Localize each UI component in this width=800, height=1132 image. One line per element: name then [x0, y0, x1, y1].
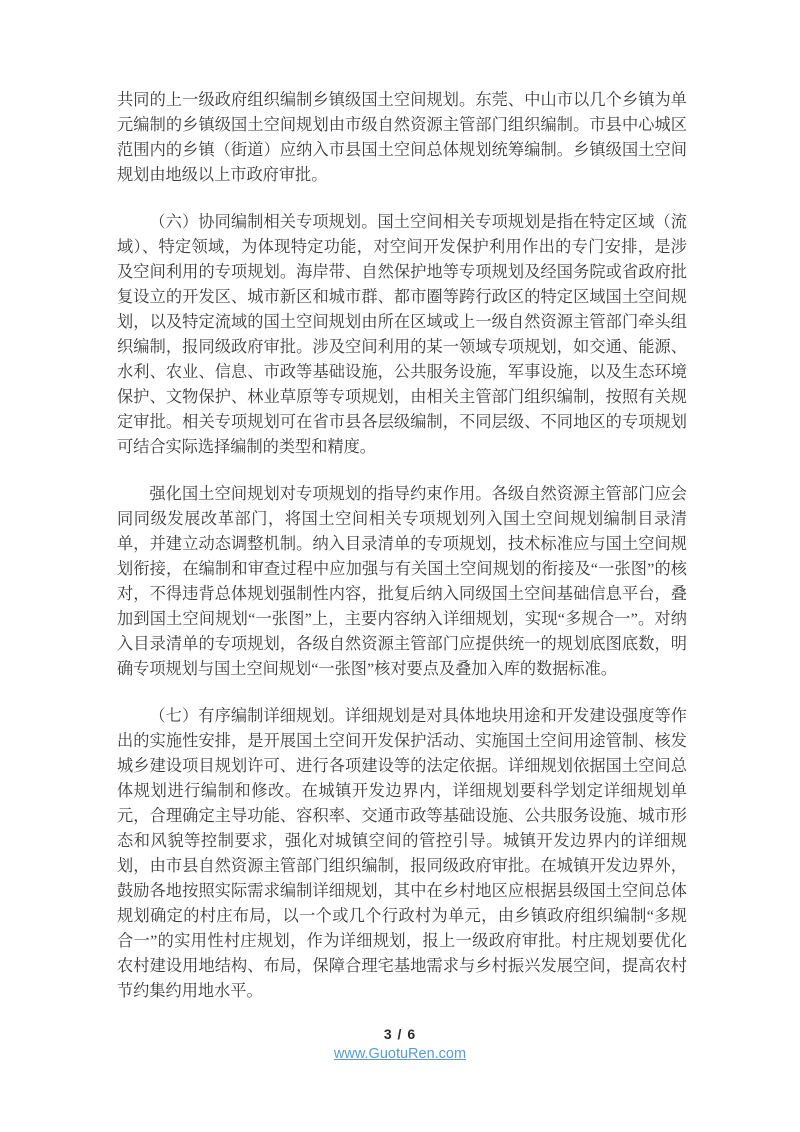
website-link[interactable]: www.GuotuRen.com — [333, 1046, 467, 1062]
page-footer — [0, 1026, 800, 1063]
page-number: 3 / 6 — [383, 1026, 417, 1042]
body-paragraph-section-7: （七）有序编制详细规划。详细规划是对具体地块用途和开发建设强度等作出的实施性安排，是开展国土空间开发保护活动、实施国土空间用途管制、核发城乡建设项目规划许可、进行各项建设等的法定依据。详细规划依据国土空间总体规划进行编制和修改。在城镇开发边界内，详细规划要科学划定详细规划单元，合理确定主导功能、容积率、交通市政等基础设施、公共服务设施、城市形态和风貌等控制要求，强化对城镇空间的管控引导。城镇开发边界内的详细规划，由市县自然资源主管部门组织编制，报同级政府审批。在城镇开发边界外，鼓励各地按照实际需求编制详细规划，其中在乡村地区应根据县级国土空间总体规划确定的村庄布局，以一个或几个行政村为单元，由乡镇政府组织编制“多规合一”的实用性村庄规划，作为详细规划，报上一级政府审批。村庄规划要优化农村建设用地结构、布局，保障合理宅基地需求与乡村振兴发展空间，提高农村节约集约用地水平。 — [117, 707, 687, 1000]
body-paragraph-continuation: 共同的上一级政府组织编制乡镇级国土空间规划。东莞、中山市以几个乡镇为单元编制的乡镇级国土空间规划由市级自然资源主管部门组织编制。市县中心城区范围内的乡镇（街道）应纳入市县国土空间总体规划统筹编制。乡镇级国土空间规划由地级以上市政府审批。 — [117, 91, 687, 184]
body-paragraph-specialized-planning: 强化国土空间规划对专项规划的指导约束作用。各级自然资源主管部门应会同同级发展改革部门，将国土空间相关专项规划列入国土空间规划编制目录清单，并建立动态调整机制。纳入目录清单的专项规划，技术标准应与国土空间规划衔接，在编制和审查过程中应加强与有关国土空间规划的衔接及“一张图”的核对，不得违背总体规划强制性内容，批复后纳入同级国土空间基础信息平台，叠加到国土空间规划“一张图”上，主要内容纳入详细规划，实现“多规合一”。对纳入目录清单的专项规划，各级自然资源主管部门应提供统一的规划底图底数，明确专项规划与国土空间规划“一张图”核对要点及叠加入库的数据标准。 — [117, 485, 687, 678]
document-body — [117, 88, 687, 1026]
body-paragraph-section-6: （六）协同编制相关专项规划。国土空间相关专项规划是指在特定区域（流域）、特定领域，为体现特定功能，对空间开发保护利用作出的专门安排，是涉及空间利用的专项规划。海岸带、自然保护地等专项规划及经国务院或省政府批复设立的开发区、城市新区和城市群、都市圈等跨行政区的特定区域国土空间规划，以及特定流域的国土空间规划由所在区域或上一级自然资源主管部门牵头组织编制，报同级政府审批。涉及空间利用的某一领域专项规划，如交通、能源、水利、农业、信息、市政等基础设施，公共服务设施，军事设施，以及生态环境保护、文物保护、林业草原等专项规划，由相关主管部门组织编制，按照有关规定审批。相关专项规划可在省市县各层级编制，不同层级、不同地区的专项规划可结合实际选择编制的类型和精度。 — [117, 213, 687, 456]
